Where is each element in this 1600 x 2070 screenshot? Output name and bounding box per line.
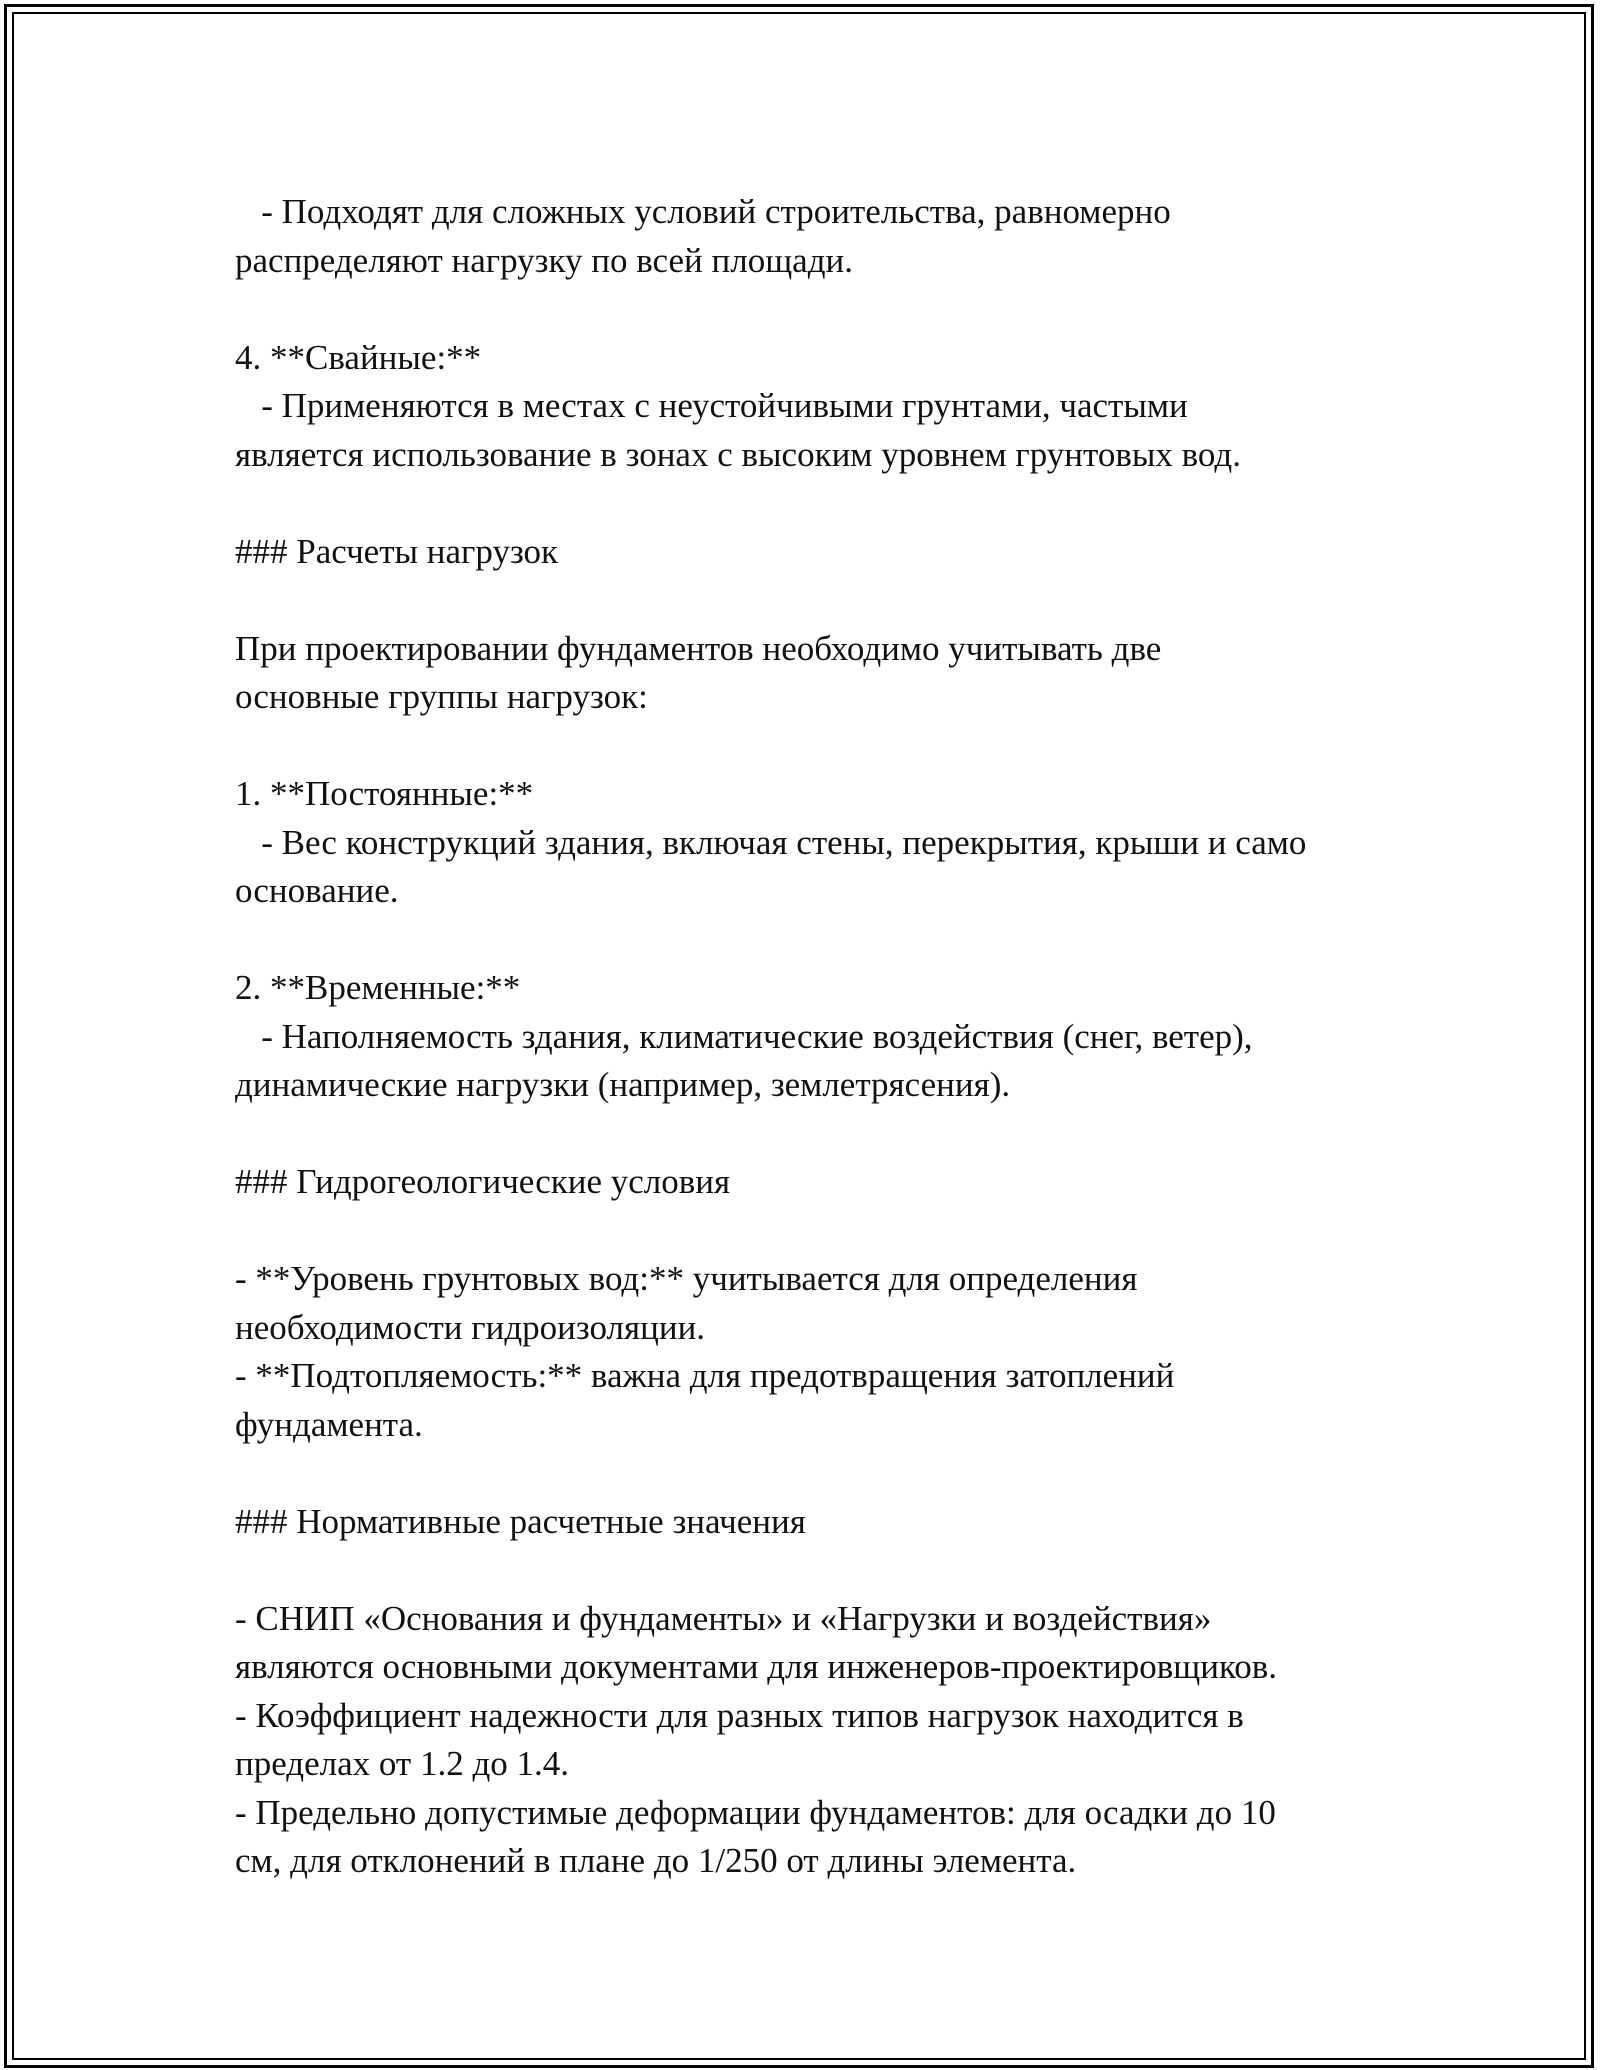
blank-line (235, 1207, 1385, 1256)
text-line: см, для отклонений в плане до 1/250 от длины элемента. (235, 1841, 1077, 1880)
blank-line (235, 916, 1385, 965)
text-line: - Наполняемость здания, климатические воздействия (снег, ветер), (235, 1016, 1253, 1056)
text-line: основание. (235, 871, 399, 910)
blank-line (235, 576, 1385, 625)
text-line: - Применяются в местах с неустойчивыми грунтами, частыми (235, 386, 1188, 425)
blank-line (235, 285, 1385, 334)
text-line: является использование в зонах с высоким уровнем грунтовых вод. (235, 434, 1241, 474)
text-line: основные группы нагрузок: (235, 677, 648, 716)
list-item-heading: 2. **Временные:** (235, 968, 521, 1007)
text-line: фундамента. (235, 1404, 423, 1444)
text-line: - Подходят для сложных условий строительства, равномерно (235, 192, 1171, 231)
bullet-line: - Предельно допустимые деформации фундаментов: для осадки до 10 (235, 1792, 1276, 1832)
blank-line (235, 1546, 1385, 1595)
text-line: - Вес конструкций здания, включая стены, перекрытия, крыши и само (235, 822, 1307, 862)
bullet-line: - Коэффициент надежности для разных типов нагрузок находится в (235, 1695, 1244, 1735)
blank-line (235, 479, 1385, 528)
section-heading: ### Гидрогеологические условия (235, 1162, 731, 1201)
bullet-line: - **Уровень грунтовых вод:** учитывается для определения (235, 1259, 1138, 1298)
section-heading: ### Нормативные расчетные значения (235, 1501, 806, 1541)
list-item-heading: 4. **Свайные:** (235, 337, 482, 377)
text-line: При проектировании фундаментов необходимо учитывать две (235, 628, 1162, 668)
bullet-line: - **Подтопляемость:** важна для предотвращения затоплений (235, 1356, 1175, 1395)
text-line: необходимости гидроизоляции. (235, 1307, 706, 1347)
blank-line (235, 722, 1385, 771)
blank-line (235, 1110, 1385, 1159)
list-item-heading: 1. **Постоянные:** (235, 774, 534, 813)
text-line: распределяют нагрузку по всей площади. (235, 240, 854, 280)
document-body (235, 188, 1385, 1886)
blank-line (235, 1449, 1385, 1498)
section-heading: ### Расчеты нагрузок (235, 531, 559, 571)
bullet-line: - СНИП «Основания и фундаменты» и «Нагрузки и воздействия» (235, 1598, 1212, 1638)
text-line: пределах от 1.2 до 1.4. (235, 1744, 570, 1783)
text-line: динамические нагрузки (например, землетрясения). (235, 1065, 1011, 1104)
text-line: являются основными документами для инженеров-проектировщиков. (235, 1647, 1277, 1686)
